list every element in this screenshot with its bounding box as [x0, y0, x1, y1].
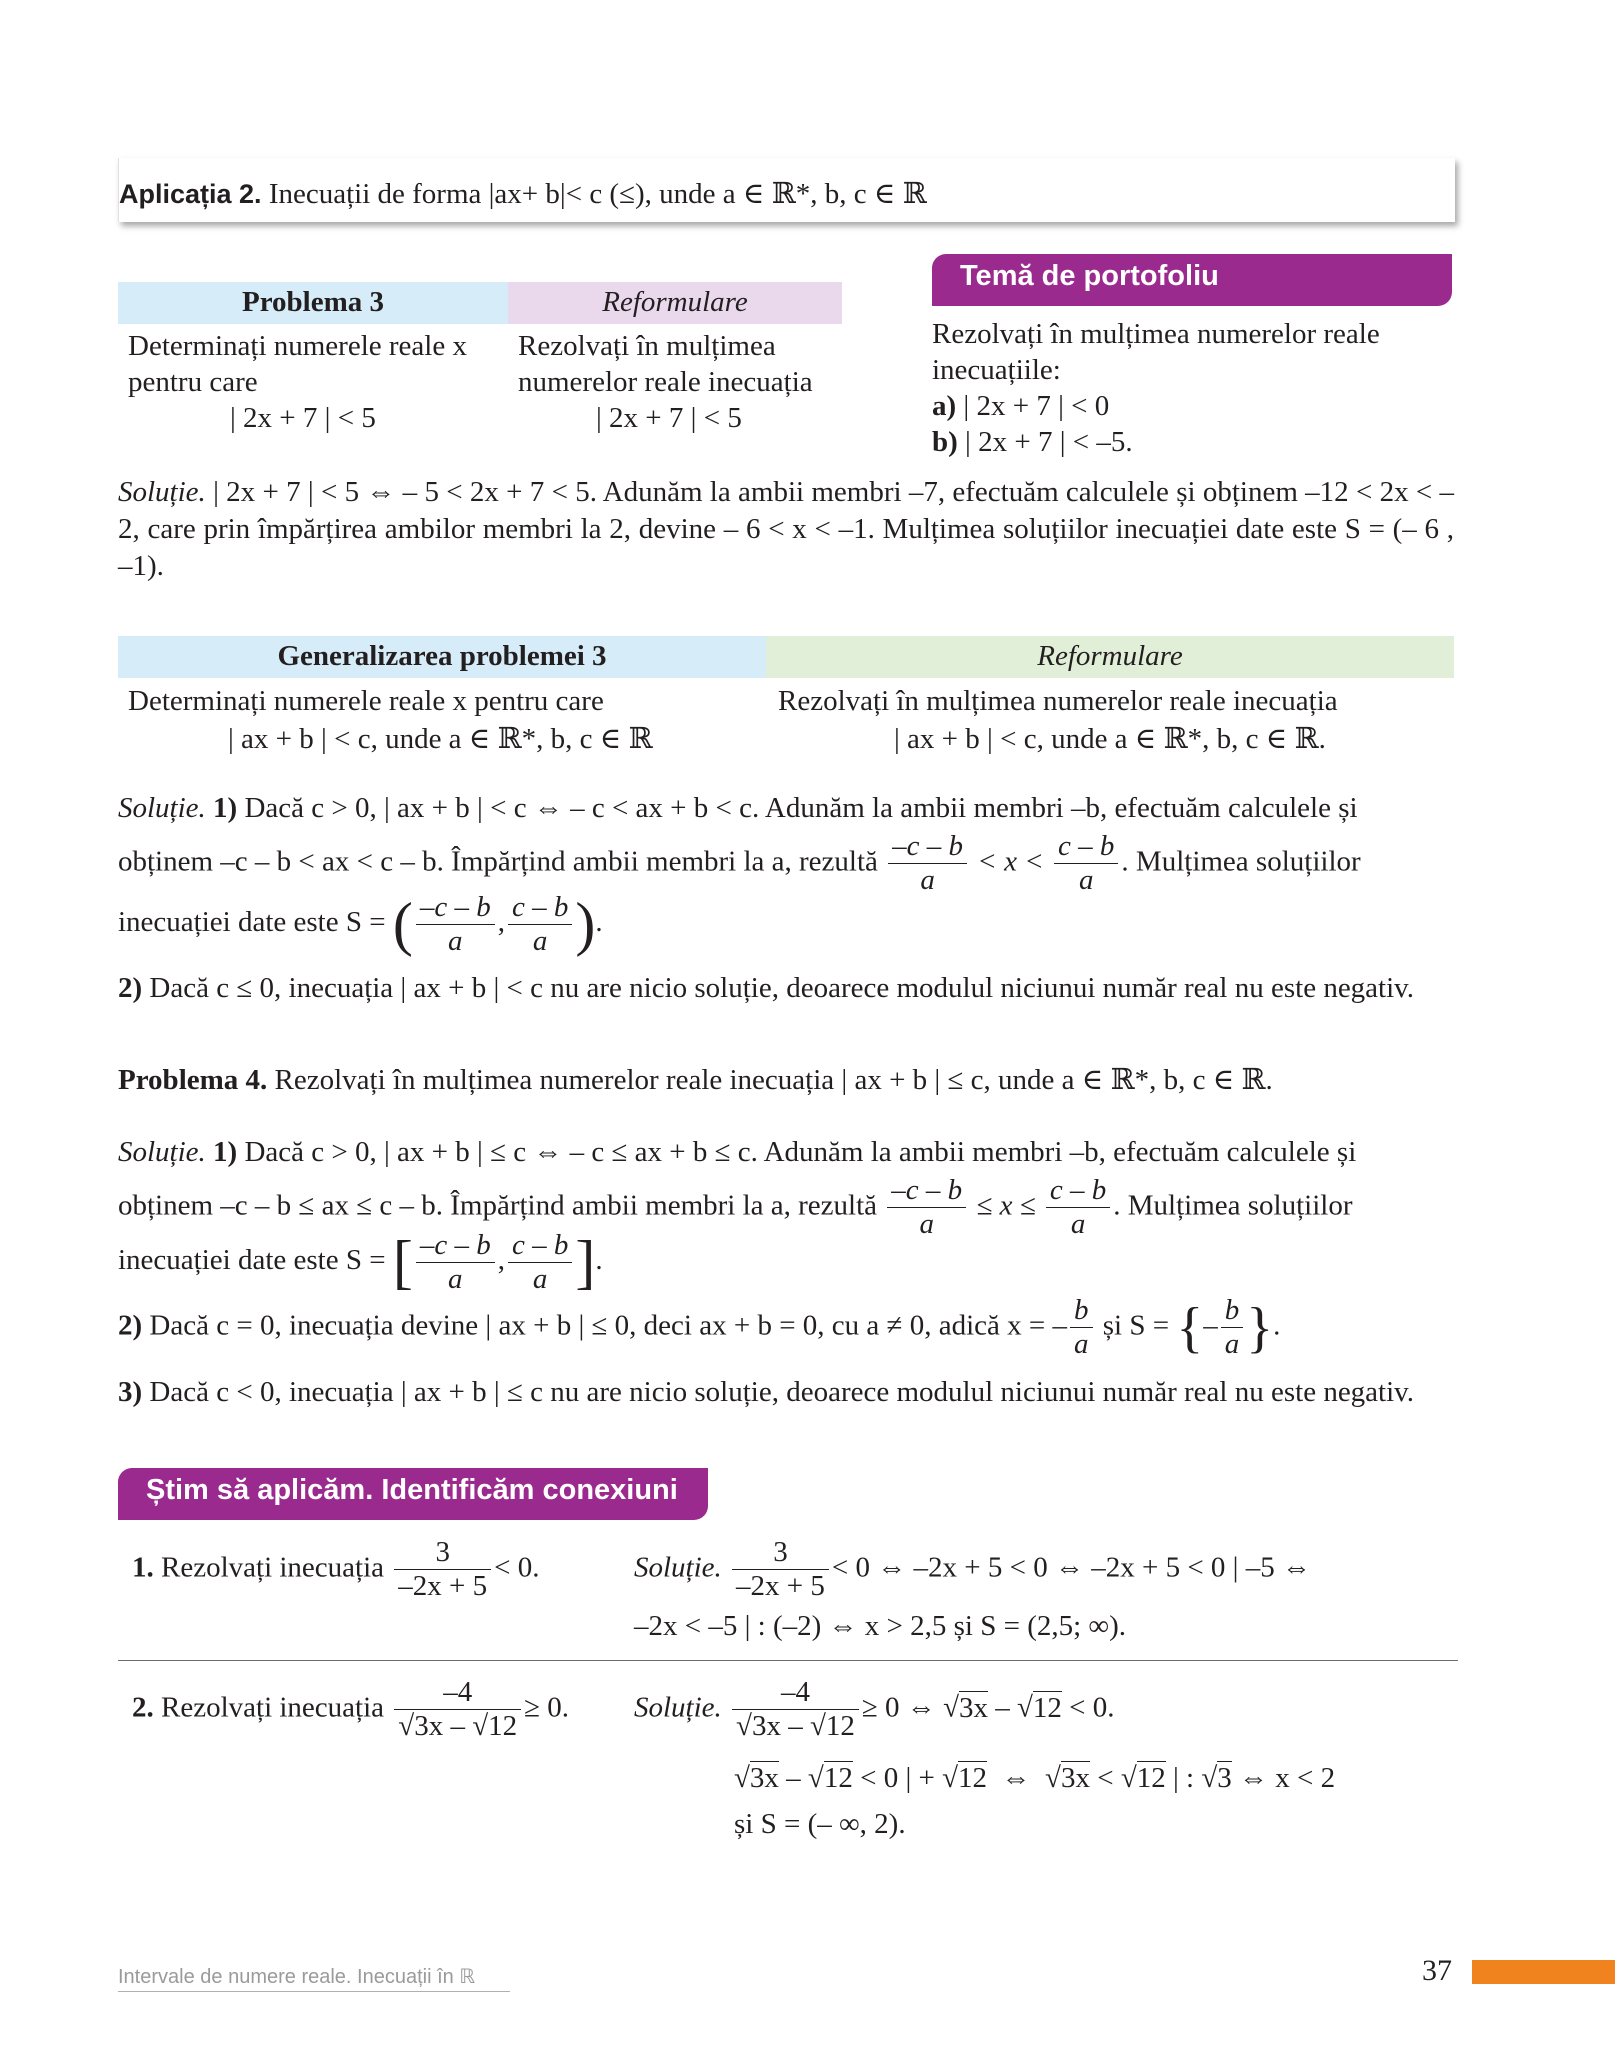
ex1-solution-line2: –2x < –5 | : (–2) ⇔ x > 2,5 și S = (2,5; ∞).: [634, 1610, 1127, 1642]
stim-banner: [118, 1468, 708, 1520]
solutie-3-line4: 2) Dacă c = 0, inecuația devine | ax + b | ≤ 0, deci ax + b = 0, cu a ≠ 0, adică x = – $\frac{b}{a}$ și S = {– $\frac{b}{a}$ }.: [118, 1294, 1281, 1361]
footer-chapter: [118, 1964, 510, 1992]
aplicatia-text: Inecuații de forma |ax+ b|< c (≤), unde a ∈ ℝ*, b, c ∈ ℝ: [268, 178, 927, 210]
solutie-3-int-frac2: $\frac{c - b}{a}$: [508, 1229, 572, 1297]
solutie-2-l2b: . Mulțimea soluțiilor: [1121, 845, 1361, 878]
solutie-3-frac-x: $\frac{b}{a}$: [1070, 1294, 1093, 1362]
ex1-prompt: [132, 1536, 540, 1604]
ex2-prompt-text: Rezolvați inecuația: [161, 1691, 385, 1724]
aplicatia-label: Aplicația 2.: [119, 179, 262, 209]
solutie-3-line5: [118, 1376, 1414, 1409]
generalizare-line2: | ax + b | < c, unde a ∈ ℝ*, b, c ∈ ℝ: [228, 723, 653, 755]
reformulare-line3: | 2x + 7 | < 5: [596, 402, 742, 434]
footer-text: Intervale de numere reale. Inecuații în ℝ: [118, 1966, 476, 1988]
ex2-prompt: [132, 1676, 569, 1744]
solutie-2-int-frac1: $\frac{-c - b}{a}$: [416, 891, 495, 959]
solutie-2-case1: 1): [213, 792, 238, 824]
ex1-sol-label: Soluție.: [634, 1551, 722, 1584]
ex2-sol-frac: $\frac{-4}{√3x - √12}$: [732, 1676, 859, 1744]
solutie-3-line1: [118, 1136, 1356, 1169]
problema3-line2: pentru care: [128, 366, 258, 398]
tema-a-label: a): [932, 390, 957, 422]
solutie-3-l4a: Dacă c = 0, inecuația devine | ax + b | ≤ 0, deci ax + b = 0, cu a ≠ 0, adică x = –: [149, 1309, 1067, 1342]
solutie-1: [118, 474, 1454, 585]
reformulare-line1: Rezolvați în mulțimea: [518, 330, 776, 362]
ex2-solution-line3: și S = (– ∞, 2).: [734, 1808, 906, 1840]
solutie-3-case1: 1): [213, 1136, 238, 1168]
problema4-text: Rezolvați în mulțimea numerelor reale inecuația | ax + b | ≤ c, unde a ∈ ℝ*, b, c ∈ ℝ.: [274, 1064, 1273, 1096]
solutie-3-line3: inecuației date este S = [ $\frac{-c - b}{a}$ , $\frac{c - b}{a}$ ].: [118, 1228, 603, 1295]
ex1-sol-rel: < 0 ⇔ –2x + 5 < 0 ⇔ –2x + 5 < 0 | –5 ⇔: [831, 1551, 1311, 1584]
page-number: 37: [1422, 1954, 1452, 1987]
problema3-line3: | 2x + 7 | < 5: [230, 402, 376, 434]
solutie-3-l5: Dacă c < 0, inecuația | ax + b | ≤ c nu are nicio soluție, deoarece modulul niciunui număr real nu este negativ.: [149, 1376, 1415, 1408]
solutie-2-line3: inecuației date este S = ( $\frac{-c - b}{a}$ , $\frac{c - b}{a}$ ).: [118, 890, 603, 957]
solutie-3-rel: ≤ x ≤: [976, 1189, 1036, 1222]
solutie-3-l4b: și S =: [1102, 1309, 1170, 1342]
reformulare-line2: numerelor reale inecuația: [518, 366, 813, 398]
tema-b-label: b): [932, 426, 958, 458]
tema-body: [932, 316, 1452, 460]
solutie-3-label: Soluție.: [118, 1136, 206, 1168]
ex2-solution-line2: √3x – √12 < 0 | + √12 ⇔ √3x < √12 | : √3 ⇔ x < 2: [734, 1762, 1336, 1794]
solutie-3-l2a: obținem –c – b ≤ ax ≤ c – b. Împărțind ambii membri la a, rezultă: [118, 1189, 878, 1222]
aplicatia-box: [118, 158, 1455, 222]
solutie-2-line4: [118, 972, 1414, 1005]
solutie-2-frac1: $\frac{-c - b}{a}$: [888, 830, 967, 898]
solutie-2-rel: < x <: [977, 845, 1044, 878]
tema-intro: Rezolvați în mulțimea numerelor reale inecuațiile:: [932, 318, 1380, 386]
generalizare-header: Generalizarea problemei 3: [118, 636, 766, 678]
tema-banner: [932, 254, 1452, 306]
solutie-3-set-frac: $\frac{b}{a}$: [1221, 1294, 1244, 1362]
reformulare2-line2: | ax + b | < c, unde a ∈ ℝ*, b, c ∈ ℝ.: [894, 723, 1326, 755]
ex2-solution: Soluție. $\frac{-4}{√3x - √12}$ ≥ 0 ⇔ √3x – √12 < 0.: [634, 1676, 1115, 1743]
solutie-2-l4: Dacă c ≤ 0, inecuația | ax + b | < c nu are nicio soluție, deoarece modulul niciunui număr real nu este negativ.: [149, 972, 1415, 1004]
solutie-2-l2a: obținem –c – b < ax < c – b. Împărțind ambii membri la a, rezultă: [118, 845, 878, 878]
problema4-label: Problema 4.: [118, 1064, 268, 1096]
ex2-frac: $\frac{-4}{√3x - √12}$: [394, 1676, 521, 1744]
ex2-sol-label: Soluție.: [634, 1691, 722, 1724]
solutie-1-text: | 2x + 7 | < 5 ⇔ – 5 < 2x + 7 < 5. Adunăm la ambii membri –7, efectuăm calculele și obținem –12 < 2x < –2, care prin împărțirea ambilor membri la 2, devine – 6 < x < –1. Mulțimea soluțiilor inecuației date este S = (– 6 , –1).: [118, 476, 1455, 582]
solutie-2-label: Soluție.: [118, 792, 206, 824]
reformulare2-header: Reformulare: [766, 636, 1454, 678]
solutie-2-line2: [118, 830, 1361, 898]
solutie-2-case2: 2): [118, 972, 143, 1004]
ex1-number: 1.: [132, 1551, 154, 1584]
solutie-3-frac1: $\frac{-c - b}{a}$: [887, 1174, 966, 1242]
solutie-2-l3a: inecuației date este S =: [118, 906, 386, 939]
ex1-prompt-text: Rezolvați inecuația: [161, 1551, 385, 1584]
solutie-3-l2b: . Mulțimea soluțiilor: [1113, 1189, 1353, 1222]
problema3-line1: Determinați numerele reale x: [128, 330, 467, 362]
ex1-solution: [634, 1536, 1311, 1604]
problema3-header: Problema 3: [118, 282, 508, 324]
problema4: [118, 1062, 1273, 1097]
problema3-table: [118, 282, 842, 436]
generalizare-table: [118, 636, 1454, 758]
solutie-3-l1: Dacă c > 0, | ax + b | ≤ c ⇔ – c ≤ ax + b ≤ c. Adunăm la ambii membri –b, efectuăm calculele și: [244, 1136, 1357, 1168]
solutie-2-frac2: $\frac{c - b}{a}$: [1054, 830, 1118, 898]
ex1-frac: $\frac{3}{-2x + 5}$: [394, 1536, 491, 1604]
ex2-rel: ≥ 0.: [524, 1691, 570, 1724]
reformulare-header: Reformulare: [508, 282, 842, 324]
stim-title: Știm să aplicăm. Identificăm conexiuni: [146, 1474, 678, 1506]
divider: [118, 1660, 1458, 1661]
solutie-3-case3: 3): [118, 1376, 143, 1408]
solutie-3-case2: 2): [118, 1309, 143, 1342]
ex1-rel: < 0.: [494, 1551, 540, 1584]
ex1-sol-frac: $\frac{3}{-2x + 5}$: [732, 1536, 829, 1604]
solutie-1-label: Soluție.: [118, 476, 206, 508]
ex2-number: 2.: [132, 1691, 154, 1724]
solutie-3-frac2: $\frac{c - b}{a}$: [1046, 1174, 1110, 1242]
solutie-3-int-frac1: $\frac{-c - b}{a}$: [416, 1229, 495, 1297]
tema-b-text: | 2x + 7 | < –5.: [965, 426, 1133, 458]
reformulare2-line1: Rezolvați în mulțimea numerelor reale inecuația: [778, 685, 1338, 717]
solutie-2-int-frac2: $\frac{c - b}{a}$: [508, 891, 572, 959]
solutie-2-line1: [118, 792, 1358, 825]
tema-title: Temă de portofoliu: [960, 260, 1219, 292]
page-tab: [1472, 1960, 1615, 1984]
solutie-2-l1: Dacă c > 0, | ax + b | < c ⇔ – c < ax + b < c. Adunăm la ambii membri –b, efectuăm calculele și: [244, 792, 1358, 824]
tema-a-text: | 2x + 7 | < 0: [963, 390, 1110, 422]
generalizare-line1: Determinați numerele reale x pentru care: [128, 685, 604, 717]
solutie-3-l3a: inecuației date este S =: [118, 1244, 386, 1277]
